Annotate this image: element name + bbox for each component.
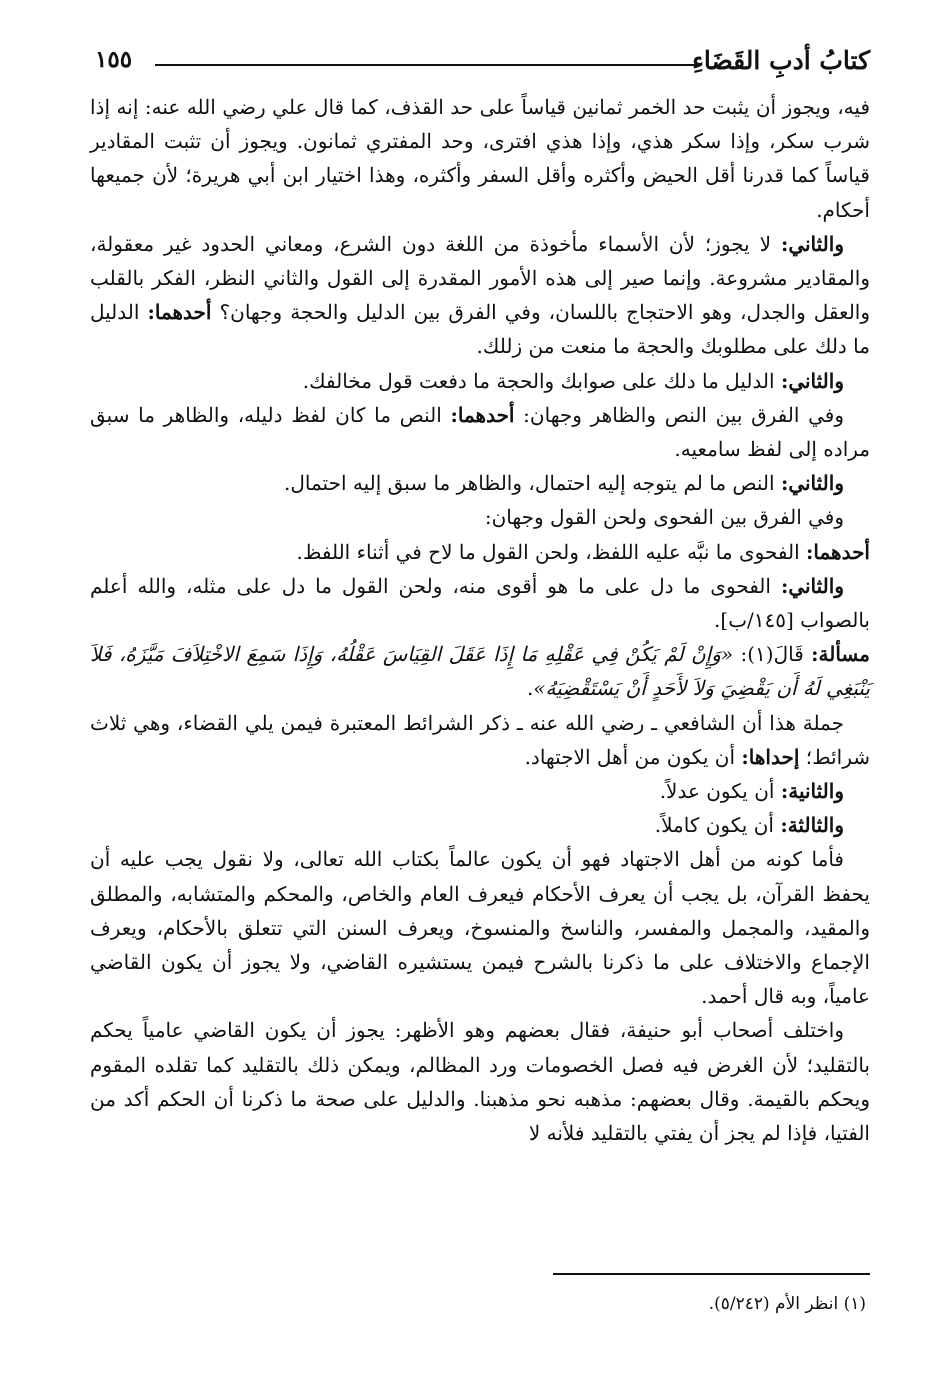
paragraph-text: فأما كونه من أهل الاجتهاد فهو أن يكون عالماً بكتاب الله تعالى، ولا نقول يجب عليه أن يحفظ القرآن، بل يجب أن يعرف الأحكام فيعرف العام والخاص، والمحكم والمتشابه، والمطلق والمقيد، والمجمل والمفسر، والناسخ والمنسوخ، ويعرف السنن التي تتعلق بالأحكام، ويعرف الإجماع والاختلاف على ما ذكرنا بالشرح فيمن يستشيره القاضي، ولا يجوز أن يكون القاضي عامياً، وبه قال أحمد. (90, 847, 870, 1009)
paragraph-text: الفحوى ما نبَّه عليه اللفظ، ولحن القول ما لاح في أثناء اللفظ. (296, 539, 806, 564)
book-title: كتابُ أدبِ القَضَاءِ (692, 46, 870, 75)
header-rule (155, 64, 700, 66)
paragraph-text: النص ما لم يتوجه إليه احتمال، والظاهر ما سبق إليه احتمال. (284, 471, 781, 496)
paragraph-lead: والثانية: (780, 779, 844, 804)
page-number: ١٥٥ (95, 46, 133, 73)
paragraph (90, 808, 870, 842)
paragraph-text: جملة هذا أن الشافعي ـ رضي الله عنه ـ ذكر الشرائط المعتبرة فيمن يلي القضاء، وهي ثلاث شرائط؛ (90, 710, 870, 769)
paragraph-lead: والثاني: (780, 471, 844, 496)
paragraph-text: الدليل ما دلك على صوابك والحجة ما دفعت قول مخالفك. (302, 368, 781, 393)
paragraph (90, 466, 870, 500)
paragraph-text-secondary: الدليل ما دلك على مطلوبك والحجة ما منعت من زللك. (90, 300, 870, 359)
paragraph-lead: والثاني: (780, 368, 844, 393)
paragraph (90, 364, 870, 398)
paragraph-lead: والثاني: (780, 231, 844, 256)
paragraph (90, 774, 870, 808)
quoted-text: «وَإِنْ لَمْ يَكُنْ فِي عَقْلِهِ مَا إِذَا عَقَلَ القِيَاسَ عَقْلُهُ، وَإِذَا سَمِعَ الاخْتِلاَفَ مَيَّزَهُ، فَلاَ يَنْبَغِي لَهُ أَن يَقْضِيَ وَلاَ لأَحَدٍ أَنْ يَسْتَقْضِيَهُ» (90, 642, 870, 701)
paragraph-text: قَالَ(١): (733, 642, 812, 667)
paragraph-masala (90, 637, 870, 705)
paragraph-lead-secondary: أحدهما: (147, 300, 212, 325)
footnote: (١) انظر الأم (٥/٢٤٢). (708, 1294, 866, 1314)
paragraph-lead: أحدهما: (805, 539, 870, 564)
paragraph (90, 1013, 870, 1150)
paragraph (90, 398, 870, 466)
footnote-rule (553, 1273, 870, 1275)
paragraph-lead-secondary: إحداها: (741, 744, 800, 769)
paragraph (90, 500, 870, 534)
paragraph-text: الفحوى ما دل على ما هو أقوى منه، ولحن القول ما دل على مثله، والله أعلم بالصواب [١٤٥/ب]. (90, 573, 870, 633)
paragraph (90, 706, 870, 774)
paragraph (90, 842, 870, 1013)
paragraph-lead: والثاني: (780, 573, 844, 598)
running-header (95, 40, 870, 80)
paragraph-text: لا يجوز؛ لأن الأسماء مأخوذة من اللغة دون الشرع، ومعاني الحدود غير معقولة، والمقادير مشروعة. وإنما صير إلى هذه الأمور المقدرة إلى القول والثاني النظر، الفكر بالقلب والعقل والجدل، وهو الاحتجاج باللسان، وفي الفرق بين الدليل والحجة وجهان؟ (90, 231, 871, 325)
paragraph (90, 569, 870, 637)
paragraph-lead: والثالثة: (780, 813, 844, 838)
paragraph-text-secondary: أن يكون من أهل الاجتهاد. (524, 744, 742, 769)
paragraph-lead: مسألة: (811, 642, 870, 667)
body-text (90, 90, 870, 1150)
paragraph-text-secondary: النص ما كان لفظ دليله، والظاهر ما سبق مراده إلى لفظ سامعيه. (90, 402, 870, 462)
paragraph-text: واختلف أصحاب أبو حنيفة، فقال بعضهم وهو الأظهر: يجوز أن يكون القاضي عامياً يحكم بالتقليد؛ لأن الغرض فيه فصل الخصومات ورد المظالم، ويمكن ذلك بالتقليد كما تقلده المقوم ويحكم بالقيمة. وقال بعضهم: مذهبه نحو مذهبنا. والدليل على صحة ما ذكرنا أن الحكم أكد من الفتيا، فإذا لم يجز أن يفتي بالتقليد فلأنه لا (90, 1018, 870, 1146)
paragraph-text: أن يكون كاملاً. (654, 813, 781, 838)
paragraph-lead-secondary: أحدهما: (450, 402, 515, 427)
paragraph-text: وفي الفرق بين الفحوى ولحن القول وجهان: (484, 505, 844, 530)
paragraph (90, 90, 870, 227)
paragraph-text: فيه، ويجوز أن يثبت حد الخمر ثمانين قياساً على حد القذف، كما قال علي رضي الله عنه: إنه إذا شرب سكر، وإذا سكر هذي، وإذا هذي افترى، وحد المفتري ثمانون. ويجوز أن تثبت المقادير قياساً كما قدرنا أقل الحيض وأكثره وأقل السفر وأكثره، وهذا اختيار ابن أبي هريرة؛ لأن جميعها أحكام. (90, 95, 870, 222)
paragraph-text: وفي الفرق بين النص والظاهر وجهان: (514, 402, 844, 427)
paragraph (90, 535, 870, 569)
paragraph (90, 227, 870, 364)
paragraph-text-secondary: . (526, 676, 534, 701)
paragraph-text: أن يكون عدلاً. (659, 779, 781, 804)
